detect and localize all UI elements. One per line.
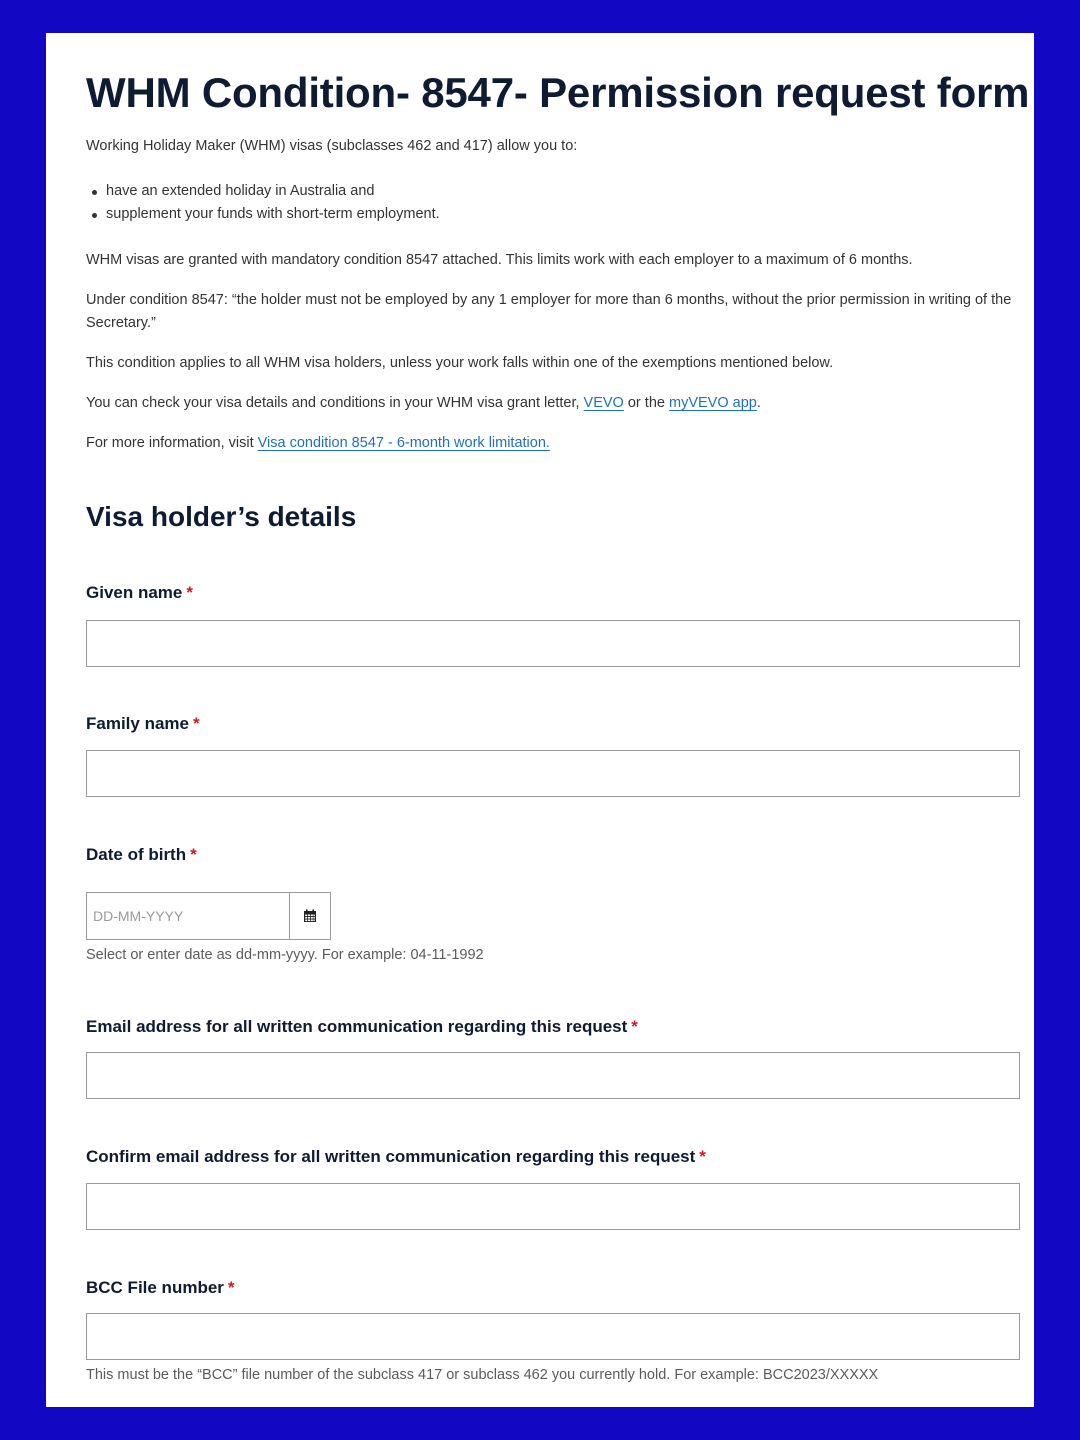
page-title: WHM Condition- 8547- Permission request form: [86, 69, 1030, 116]
family-name-input[interactable]: [86, 750, 1020, 797]
more-info-paragraph: [86, 432, 1016, 455]
check-visa-paragraph: [86, 392, 1016, 415]
under-condition-paragraph: Under condition 8547: “the holder must not be employed by any 1 employer for more than 6 months, without the prior permission in writing of the Secretary.”: [86, 292, 1012, 331]
bcc-hint: This must be the “BCC” file number of the subclass 417 or subclass 462 you currently hold. For example: BCC2023/XXXXX: [86, 1367, 879, 1383]
dob-picker: [86, 892, 331, 940]
check-text: You can check your visa details and conditions in your WHM visa grant letter,: [86, 395, 584, 411]
list-item: have an extended holiday in Australia and: [106, 180, 1016, 203]
confirm-email-label: [86, 1147, 706, 1167]
check-text: .: [756, 395, 761, 411]
dob-hint: Select or enter date as dd-mm-yyyy. For example: 04-11-1992: [86, 947, 484, 963]
check-text: or the: [623, 395, 669, 411]
bcc-label: [86, 1278, 235, 1298]
dob-label: [86, 845, 197, 865]
required-marker: *: [631, 1017, 638, 1036]
intro-section: [86, 135, 1016, 455]
myvevo-app-link[interactable]: myVEVO app: [668, 395, 757, 411]
required-marker: *: [699, 1147, 706, 1166]
condition-paragraph: WHM visas are granted with mandatory condition 8547 attached. This limits work with each employer to a maximum of 6 months.: [86, 252, 913, 268]
given-name-label: [86, 583, 193, 603]
calendar-icon: [303, 909, 317, 923]
family-name-label-text: Family name: [86, 714, 189, 733]
required-marker: *: [186, 583, 193, 602]
required-marker: *: [193, 714, 200, 733]
intro-line: Working Holiday Maker (WHM) visas (subclasses 462 and 417) allow you to:: [86, 138, 578, 154]
confirm-email-label-text: Confirm email address for all written communication regarding this request: [86, 1147, 696, 1166]
section-heading: Visa holder’s details: [86, 501, 357, 532]
vevo-link[interactable]: VEVO: [583, 395, 624, 411]
condition-8547-link[interactable]: Visa condition 8547 - 6-month work limitation.: [257, 435, 550, 451]
applies-paragraph: This condition applies to all WHM visa holders, unless your work falls within one of the exemptions mentioned below.: [86, 355, 834, 371]
family-name-label: [86, 714, 200, 734]
dob-input[interactable]: [86, 892, 290, 940]
given-name-label-text: Given name: [86, 583, 183, 602]
form-page: [46, 33, 1034, 1407]
confirm-email-field[interactable]: [86, 1183, 1020, 1230]
given-name-input[interactable]: [86, 620, 1020, 667]
email-field[interactable]: [86, 1052, 1020, 1099]
required-marker: *: [227, 1278, 235, 1297]
required-marker: *: [190, 845, 197, 864]
email-label-text: Email address for all written communication regarding this request: [86, 1017, 628, 1036]
email-label: [86, 1017, 638, 1037]
allow-list: [86, 180, 1016, 226]
more-info-text: For more information, visit: [86, 435, 258, 451]
bcc-label-text: BCC File number: [86, 1278, 224, 1297]
bcc-file-number-input[interactable]: [86, 1313, 1020, 1360]
dob-label-text: Date of birth: [86, 845, 187, 864]
calendar-button[interactable]: [290, 892, 331, 940]
list-item: supplement your funds with short-term employment.: [106, 203, 1016, 226]
